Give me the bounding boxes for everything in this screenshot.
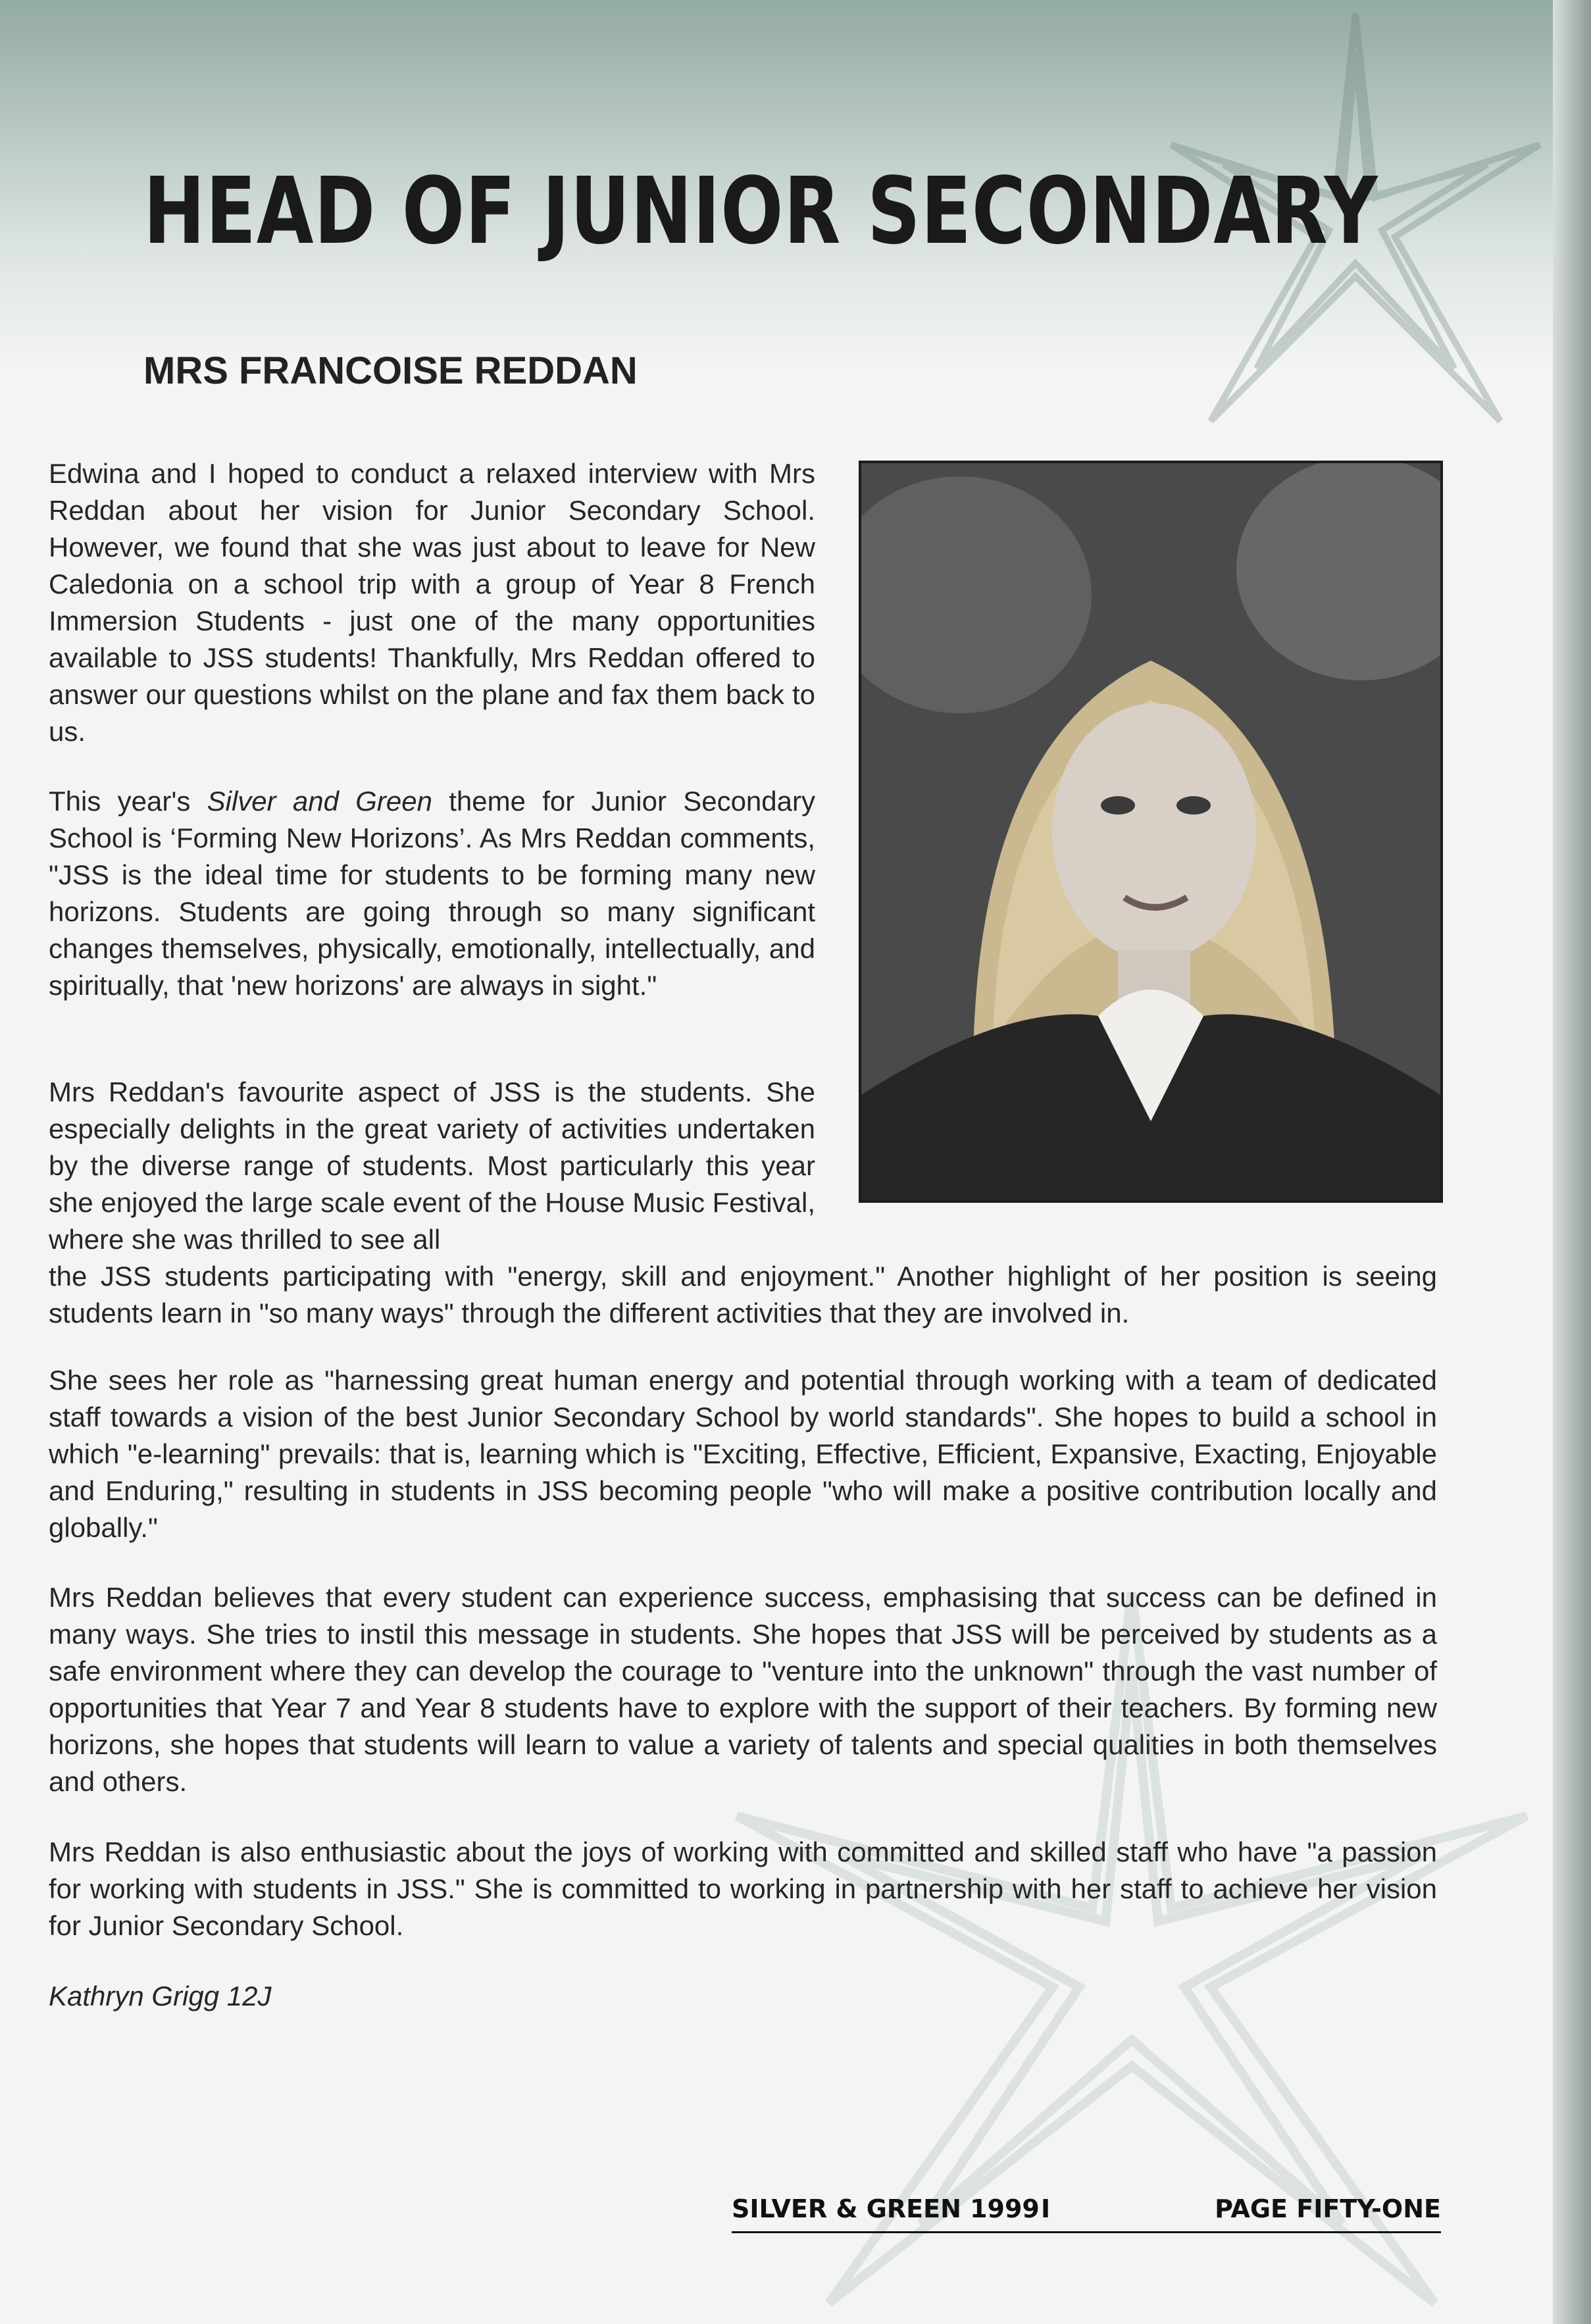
article-paragraph-3-full: the JSS students participating with "energy, skill and enjoyment." Another highlight of her position is seeing students learn in "so many ways" through the different activities that they are involved in.	[49, 1261, 1437, 1328]
page-edge	[1553, 0, 1591, 2324]
portrait-photo	[859, 461, 1443, 1203]
author-signature: Kathryn Grigg 12J	[49, 1981, 272, 2011]
article-paragraph-5: Mrs Reddan believes that every student can experience success, emphasising that success can be defined in many ways. She tries to instil this message in students. She hopes that JSS will be perceived by students as a safe environment where they can develop the courage to "venture into the unknown" through the vast number of opportunities that Year 7 and Year 8 students have to explore with the support of their teachers. By forming new horizons, she hopes that students will learn to value a variety of talents and special qualities in both themselves and others.	[49, 1582, 1437, 1797]
footer-page-number: PAGE FIFTY-ONE	[1215, 2194, 1441, 2223]
page-subtitle: MRS FRANCOISE REDDAN	[143, 349, 638, 392]
footer-publication: SILVER & GREEN 1999	[732, 2194, 1040, 2223]
page-title: HEAD OF JUNIOR SECONDARY	[143, 158, 1378, 265]
article-paragraph-2-start: This year's	[49, 786, 207, 817]
article-paragraph-2-end: theme for Junior Secondary School is ‘Forming New Horizons’. As Mrs Reddan comments, "JSS is the ideal time for students to be forming many new horizons. Students are going through so many significant changes themselves, physically, emotionally, intellectually, and spiritually, that 'new horizons' are always in sight."	[49, 786, 815, 1001]
footer-separator: I	[1041, 2194, 1051, 2223]
article-paragraph-2	[49, 783, 815, 1004]
publication-name: Silver and Green	[207, 786, 432, 817]
article-paragraph-1: Edwina and I hoped to conduct a relaxed interview with Mrs Reddan about her vision for Junior Secondary School. However, we found that she was just about to leave for New Caledonia on a school trip with a group of Year 8 French Immersion Students - just one of the many opportunities available to JSS students! Thankfully, Mrs Reddan offered to answer our questions whilst on the plane and fax them back to us.	[49, 458, 815, 747]
article-paragraph-4: She sees her role as "harnessing great human energy and potential through working with a team of dedicated staff towards a vision of the best Junior Secondary School by world standards". She hopes to build a school in which "e-learning" prevails: that is, learning which is "Exciting, Effective, Efficient, Expansive, Exacting, Enjoyable and Enduring," resulting in students in JSS becoming people "who will make a positive contribution locally and globally."	[49, 1365, 1437, 1543]
article-paragraph-3-column: Mrs Reddan's favourite aspect of JSS is the students. She especially delights in the great variety of activities undertaken by the diverse range of students. Most particularly this year she enjoyed the large scale event of the House Music Festival, where she was thrilled to see all	[49, 1076, 815, 1255]
page-footer	[732, 2194, 1441, 2233]
article-paragraph-6: Mrs Reddan is also enthusiastic about the joys of working with committed and skilled staff who have "a passion for working with students in JSS." She is committed to working in partnership with her staff to achieve her vision for Junior Secondary School.	[49, 1836, 1437, 1941]
portrait-illustration	[861, 463, 1440, 1200]
